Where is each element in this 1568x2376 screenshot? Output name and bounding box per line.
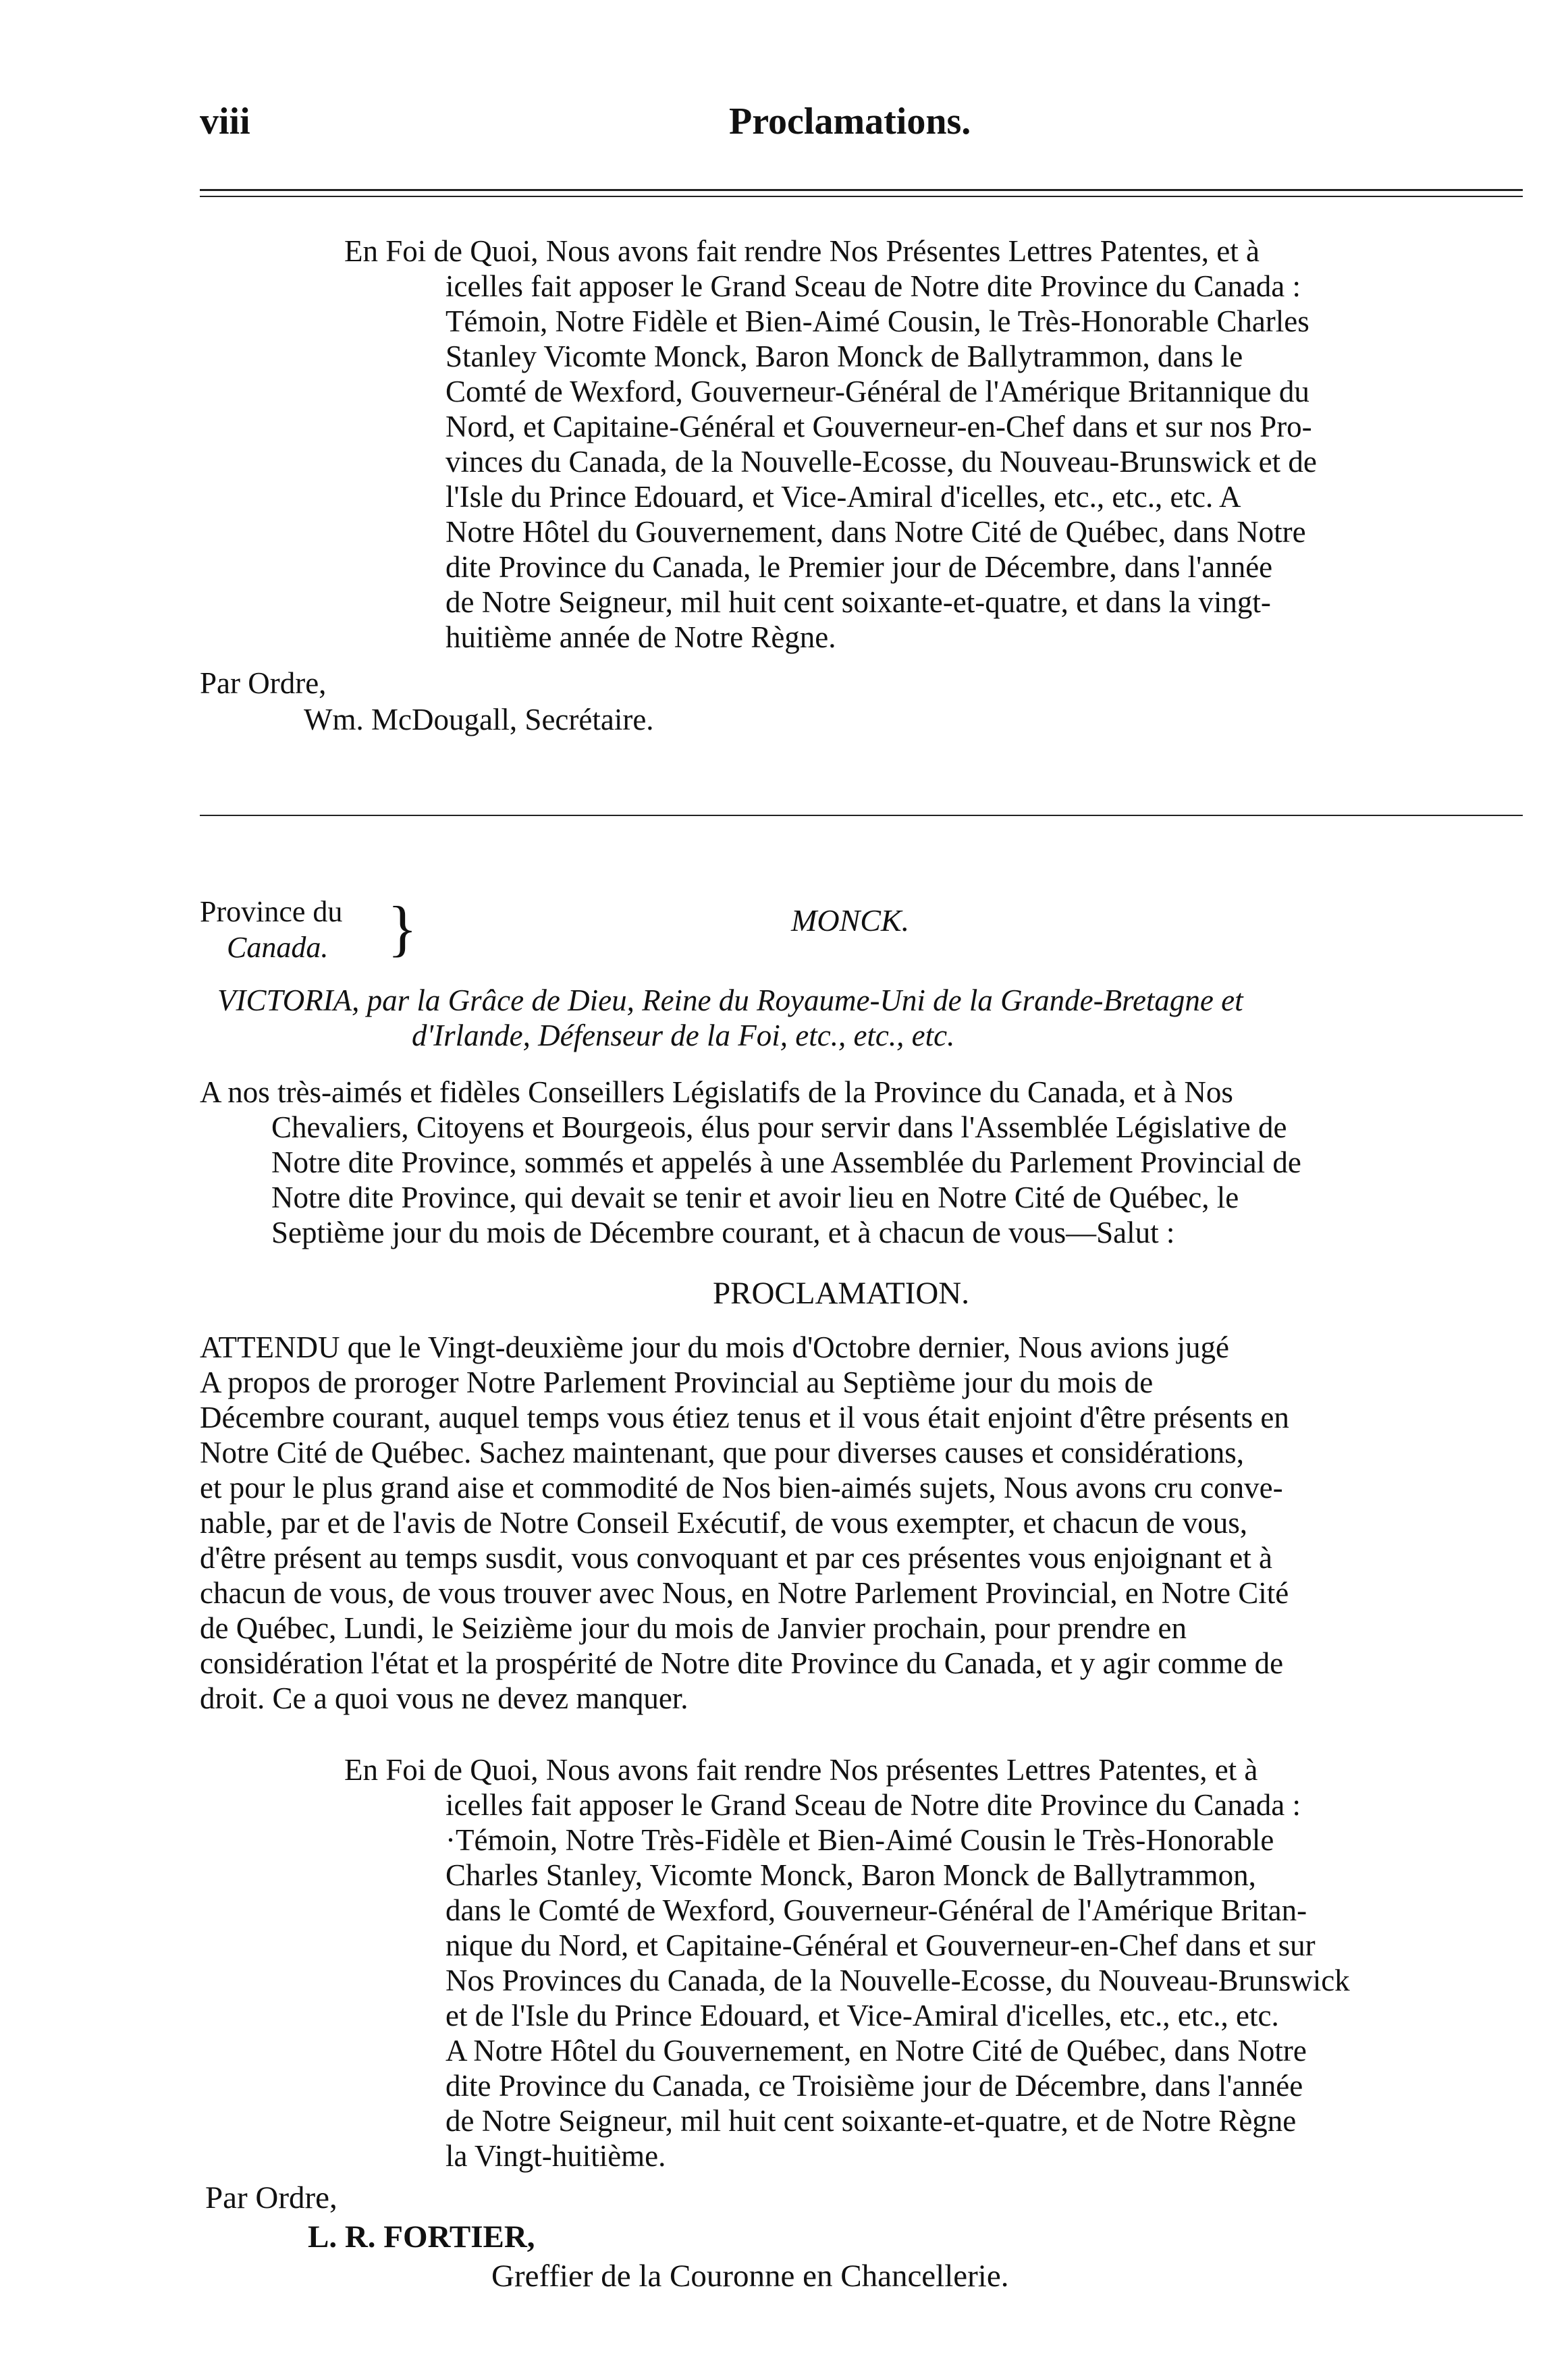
text-line: Nord, et Capitaine-Général et Gouverneur-en-Chef dans et sur nos Pro- [445,410,1312,443]
text-line: Stanley Vicomte Monck, Baron Monck de Ballytrammon, dans le [445,340,1243,373]
first-closing-block [344,234,1525,269]
text-line: nique du Nord, et Capitaine-Général et Gouverneur-en-Chef dans et sur [445,1928,1316,1962]
signer-name: L. R. FORTIER, [308,2219,535,2254]
text-line: de Notre Seigneur, mil huit cent soixante-et-quatre, et de Notre Règne [445,2104,1297,2138]
text-line: vinces du Canada, de la Nouvelle-Ecosse, du Nouveau-Brunswick et de [445,445,1317,479]
text-line: icelles fait apposer le Grand Sceau de Notre dite Province du Canada : [445,269,1301,303]
text-line: de Québec, Lundi, le Seizième jour du mois de Janvier prochain, pour prendre en [200,1611,1187,1645]
page-number: viii [200,101,250,142]
second-closing-first-line [344,1752,1525,1787]
text-line: dite Province du Canada, ce Troisième jour de Décembre, dans l'année [445,2069,1303,2103]
victoria-line-1: VICTORIA, par la Grâce de Dieu, Reine du Royaume-Uni de la Grande-Bretagne et [217,983,1243,1017]
text-line: Notre dite Province, qui devait se tenir et avoir lieu en Notre Cité de Québec, le [271,1181,1239,1214]
section-divider [200,815,1523,816]
text-line: Charles Stanley, Vicomte Monck, Baron Monck de Ballytrammon, [445,1858,1256,1892]
text-line: En Foi de Quoi, Nous avons fait rendre Nos Présentes Lettres Patentes, et à [344,234,1260,268]
text-line: Chevaliers, Citoyens et Bourgeois, élus pour servir dans l'Assemblée Législative de [271,1110,1287,1144]
governor-name: MONCK. [791,903,910,938]
text-line: huitième année de Notre Règne. [445,620,836,654]
text-line: ·Témoin, Notre Très-Fidèle et Bien-Aimé Cousin le Très-Honorable [445,1823,1274,1857]
text-line: Nos Provinces du Canada, de la Nouvelle-Ecosse, du Nouveau-Brunswick [445,1964,1350,1997]
text-line: A propos de proroger Notre Parlement Provincial au Septième jour du mois de [200,1366,1154,1399]
text-line: Témoin, Notre Fidèle et Bien-Aimé Cousin, le Très-Honorable Charles [445,304,1309,338]
text-line: A nos très-aimés et fidèles Conseillers Législatifs de la Province du Canada, et à Nos [200,1075,1233,1109]
province-line-1: Province du [200,895,343,928]
text-line: droit. Ce a quoi vous ne devez manquer. [200,1681,688,1715]
text-line: Notre Cité de Québec. Sachez maintenant, que pour diverses causes et considérations, [200,1436,1244,1469]
address-first-line [200,1075,1525,1110]
second-by-order: Par Ordre, [205,2180,337,2215]
province-line-2: Canada. [227,931,329,964]
text-line: En Foi de Quoi, Nous avons fait rendre Nos présentes Lettres Patentes, et à [344,1753,1258,1787]
text-line: nable, par et de l'avis de Notre Conseil Exécutif, de vous exempter, et chacun de vous, [200,1506,1248,1540]
text-line: A Notre Hôtel du Gouvernement, en Notre Cité de Québec, dans Notre [445,2034,1307,2068]
text-line: considération l'état et la prospérité de Notre dite Province du Canada, et y agir comme de [200,1646,1284,1680]
signer-title: Greffier de la Couronne en Chancellerie. [491,2259,1009,2294]
text-line: icelles fait apposer le Grand Sceau de Notre dite Province du Canada : [445,1788,1301,1822]
proclamation-body [200,1330,1525,1716]
text-line: et pour le plus grand aise et commodité de Nos bien-aimés sujets, Nous avons cru conve- [200,1471,1283,1505]
text-line: Décembre courant, auquel temps vous étiez tenus et il vous était enjoint d'être présents en [200,1401,1289,1434]
text-line: chacun de vous, de vous trouver avec Nous, en Notre Parlement Provincial, en Notre Cité [200,1576,1289,1610]
text-line: dans le Comté de Wexford, Gouverneur-Général de l'Amérique Britan- [445,1893,1307,1927]
second-closing-block [445,1787,1525,2174]
text-line: Notre dite Province, sommés et appelés à une Assemblée du Parlement Provincial de [271,1145,1301,1179]
header-rule-bottom [200,196,1523,197]
address-block [271,1110,1525,1250]
first-signature: Wm. McDougall, Secrétaire. [304,703,654,736]
proclamation-title: PROCLAMATION. [713,1276,969,1311]
first-by-order: Par Ordre, [200,666,327,700]
text-line: Comté de Wexford, Gouverneur-Général de l'Amérique Britannique du [445,375,1309,408]
text-line: dite Province du Canada, le Premier jour de Décembre, dans l'année [445,550,1273,584]
first-closing-continuation [445,269,1525,655]
text-line: ATTENDU que le Vingt-deuxième jour du mois d'Octobre dernier, Nous avions jugé [200,1330,1229,1364]
text-line: Notre Hôtel du Gouvernement, dans Notre Cité de Québec, dans Notre [445,515,1306,549]
header-rule-top [200,189,1523,191]
text-line: de Notre Seigneur, mil huit cent soixante-et-quatre, et dans la vingt- [445,585,1271,619]
text-line: la Vingt-huitième. [445,2139,666,2173]
victoria-line-2: d'Irlande, Défenseur de la Foi, etc., etc., etc. [412,1019,955,1052]
province-brace: } [387,894,418,963]
text-line: Septième jour du mois de Décembre courant, et à chacun de vous—Salut : [271,1216,1175,1249]
text-line: et de l'Isle du Prince Edouard, et Vice-Amiral d'icelles, etc., etc., etc. [445,1999,1279,2032]
running-title: Proclamations. [729,101,971,142]
text-line: l'Isle du Prince Edouard, et Vice-Amiral d'icelles, etc., etc., etc. A [445,480,1241,514]
text-line: d'être présent au temps susdit, vous convoquant et par ces présentes vous enjoignant et à [200,1541,1272,1575]
